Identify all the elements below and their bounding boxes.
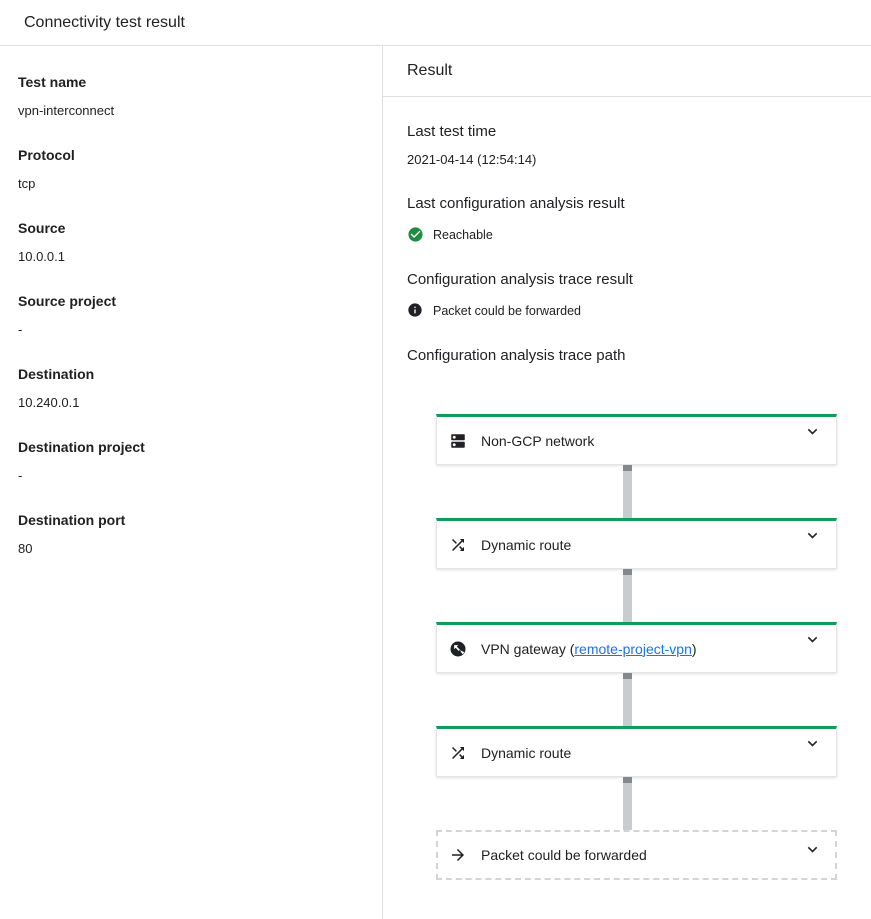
detail-field-label: Source [18,220,66,236]
trace-step-label: Non-GCP network [481,432,595,449]
shuffle-icon [449,536,467,554]
result-panel [383,46,871,919]
chevron-down-icon[interactable] [803,734,822,753]
detail-field [18,220,364,264]
trace-step-card[interactable] [436,518,837,569]
main-content [0,46,871,919]
detail-field-value: - [18,322,23,337]
detail-field-value: - [18,468,23,483]
dns-icon [449,432,467,450]
trace-connector [623,777,632,830]
detail-field [18,147,364,191]
detail-field [18,293,364,337]
detail-field [18,512,364,556]
detail-field-value: 10.0.0.1 [18,249,65,264]
detail-field-value: 80 [18,541,33,556]
arrow-forward-icon [449,846,467,864]
detail-field [18,439,364,483]
chevron-down-icon[interactable] [803,422,822,441]
trace-step-card[interactable] [436,622,837,673]
trace-connector [623,673,632,726]
result-title: Result [407,62,453,79]
trace-path-label: Configuration analysis trace path [407,347,626,364]
trace-step-card[interactable] [436,414,837,465]
page-header [0,0,871,46]
detail-field-value: 10.240.0.1 [18,395,80,410]
trace-step-label: VPN gateway (remote-project-vpn) [481,640,697,657]
analysis-result-row [407,226,847,243]
detail-field-value: vpn-interconnect [18,103,115,118]
trace-step-label: Dynamic route [481,744,572,761]
detail-field-label: Destination project [18,439,145,455]
result-section-header [383,46,871,97]
detail-field-value: tcp [18,176,36,191]
detail-field-label: Destination port [18,512,126,528]
trace-step-card[interactable] [436,726,837,777]
trace-path-diagram [436,414,837,900]
result-content [383,97,871,900]
shuffle-icon [449,744,467,762]
analysis-result-status: Reachable [433,227,493,242]
trace-result-row [407,302,847,319]
detail-field [18,74,364,118]
last-test-time-value: 2021-04-14 (12:54:14) [407,152,537,167]
trace-step-card[interactable] [436,830,837,880]
detail-field-label: Test name [18,74,87,90]
detail-field-label: Source project [18,293,117,309]
trace-step-label: Dynamic route [481,536,572,553]
trace-result-status: Packet could be forwarded [433,303,582,318]
detail-field-label: Protocol [18,147,75,163]
check-circle-icon [407,226,424,243]
trace-connector [623,465,632,518]
chevron-down-icon[interactable] [803,840,822,859]
vpn-gateway-icon [449,640,467,658]
trace-step-link[interactable]: remote-project-vpn [574,640,692,657]
trace-step-label: Packet could be forwarded [481,847,647,863]
trace-connector [623,569,632,622]
trace-result-label: Configuration analysis trace result [407,271,633,288]
page-title: Connectivity test result [24,13,185,31]
test-details-panel [0,46,383,919]
detail-field-label: Destination [18,366,95,382]
detail-field [18,366,364,410]
analysis-result-label: Last configuration analysis result [407,195,625,212]
info-icon [407,302,424,319]
last-test-time-label: Last test time [407,123,497,140]
chevron-down-icon[interactable] [803,526,822,545]
chevron-down-icon[interactable] [803,630,822,649]
